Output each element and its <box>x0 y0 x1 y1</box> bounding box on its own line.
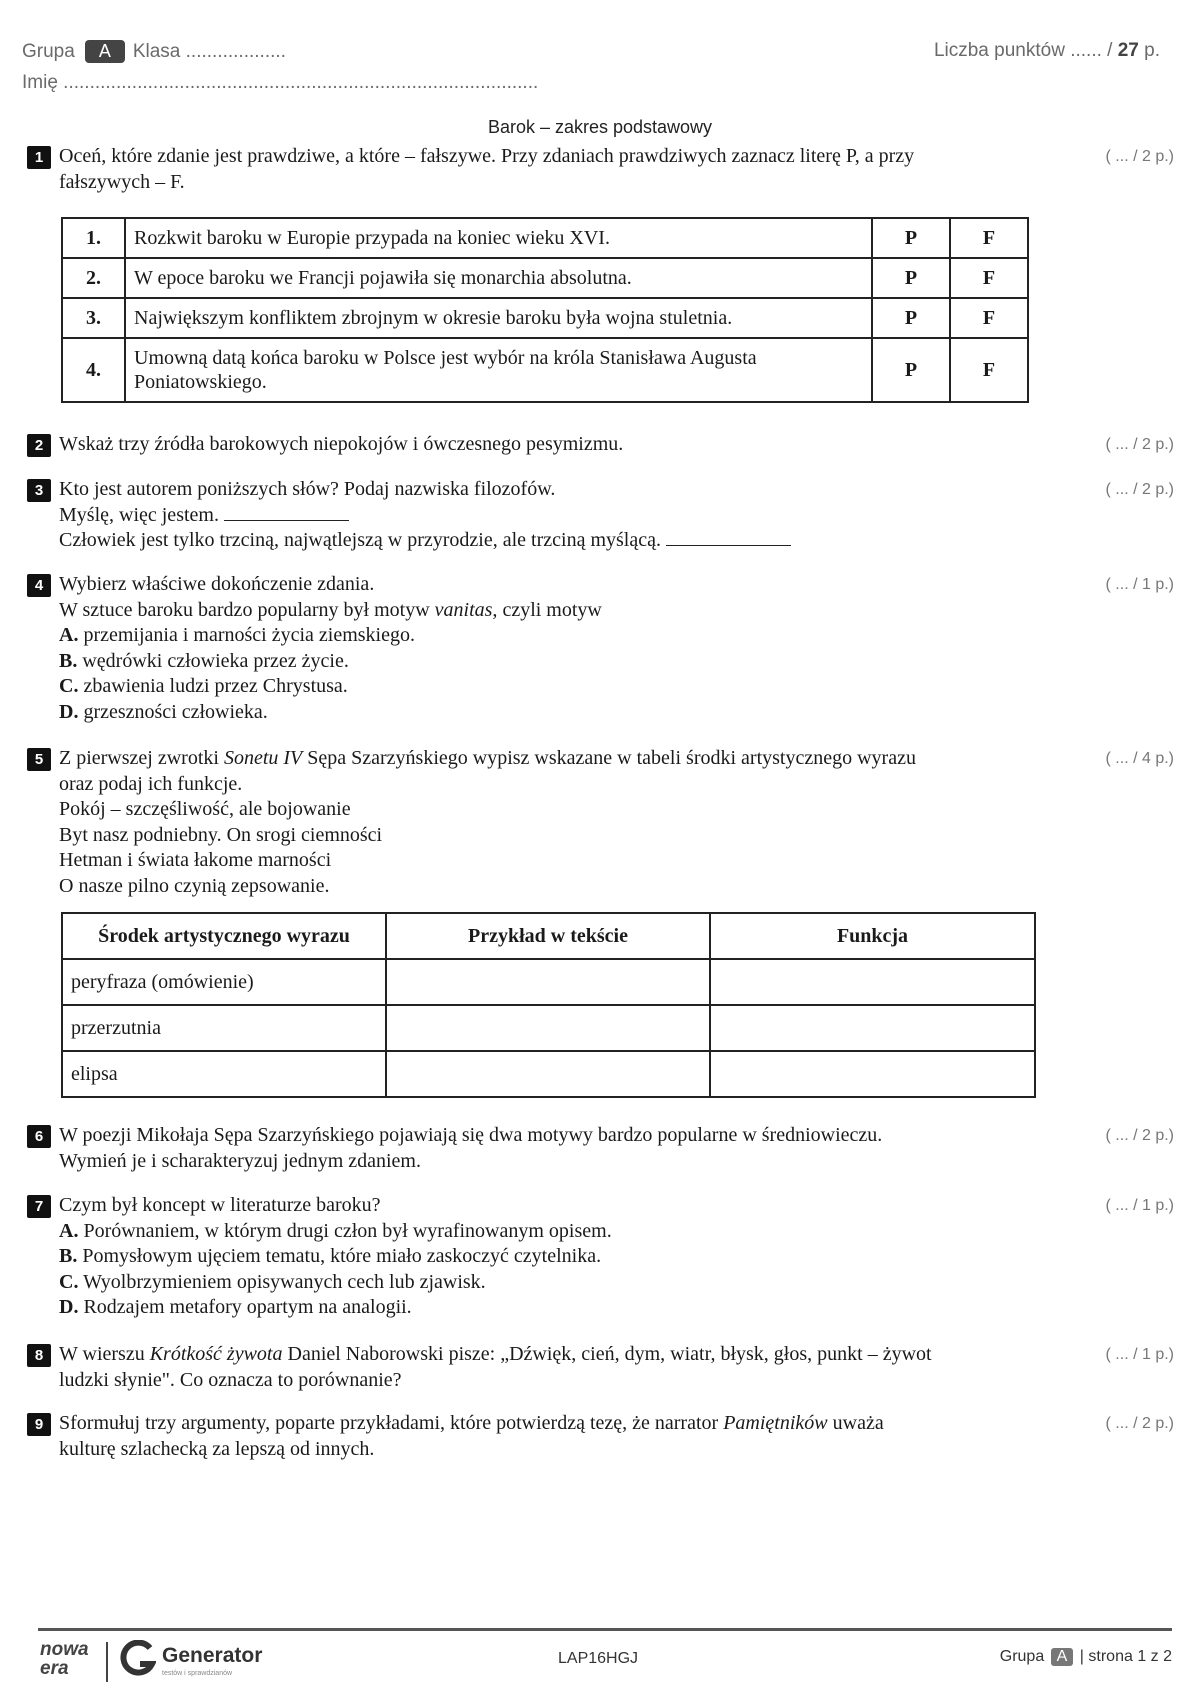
task-points: ( ... / 2 p.) <box>1105 1415 1174 1432</box>
generator-g-icon <box>120 1640 156 1678</box>
intro-part: Z pierwszej zwrotki <box>59 747 224 769</box>
task-4 <box>27 572 1177 725</box>
text-part: W wierszu <box>59 1343 150 1365</box>
answer-true[interactable]: P <box>872 298 950 338</box>
option-d[interactable] <box>59 700 1039 726</box>
task-9 <box>27 1411 1177 1462</box>
logo-text: nowa <box>40 1639 89 1660</box>
task-text: W poezji Mikołaja Sępa Szarzyńskiego pojawiają się dwa motywy bardzo popularne w średniowieczu. <box>59 1124 883 1146</box>
task-sentence <box>59 598 1039 624</box>
row-number: 2. <box>62 258 125 298</box>
points-total <box>934 40 1160 62</box>
devices-table <box>61 912 1036 1098</box>
answer-false[interactable]: F <box>950 298 1028 338</box>
answer-false[interactable]: F <box>950 338 1028 402</box>
option-text: przemijania i marności życia ziemskiego. <box>83 624 415 646</box>
generator-text: Generator <box>162 1644 263 1667</box>
option-text: grzeszności człowieka. <box>83 700 268 723</box>
device-name: przerzutnia <box>62 1005 386 1051</box>
text-part: Daniel Naborowski pisze: „Dźwięk, cień, dym, wiatr, błysk, głos, punkt – żywot <box>282 1343 932 1365</box>
table-row <box>62 1005 1035 1051</box>
option-text: Rodzajem metafory opartym na analogii. <box>83 1296 412 1318</box>
table-header-row <box>62 913 1035 959</box>
task-text: kulturę szlachecką za lepszą od innych. <box>59 1437 375 1460</box>
task-number: 1 <box>27 146 51 169</box>
task-text: Czym był koncept w literaturze baroku? <box>59 1194 381 1216</box>
generator-subtext: testów i sprawdzianów <box>162 1670 233 1677</box>
task-points: ( ... / 1 p.) <box>1105 1197 1174 1214</box>
sentence-part: W sztuce baroku bardzo popularny był motyw <box>59 598 435 621</box>
option-c[interactable] <box>59 674 1039 700</box>
option-letter: D. <box>59 700 79 723</box>
answer-false[interactable]: F <box>950 218 1028 258</box>
answer-true[interactable]: P <box>872 218 950 258</box>
function-cell[interactable] <box>710 1005 1035 1051</box>
option-b[interactable] <box>59 649 1039 675</box>
test-code: LAP16HGJ <box>558 1650 639 1667</box>
task-8 <box>27 1342 1177 1393</box>
statement: Największym konfliktem zbrojnym w okresie baroku była wojna stuletnia. <box>125 298 872 338</box>
option-letter: B. <box>59 1245 78 1267</box>
quote-line <box>59 503 1039 529</box>
intro-part: Sępa Szarzyńskiego wypisz wskazane w tabeli środki artystycznego wyrazu <box>302 747 916 769</box>
task-text: Kto jest autorem poniższych słów? Podaj nazwiska filozofów. <box>59 478 556 500</box>
statement: W epoce baroku we Francji pojawiła się monarchia absolutna. <box>125 258 872 298</box>
page-number: | strona 1 z 2 <box>1079 1648 1172 1665</box>
task-text: ludzki słynie". Co oznacza to porównanie? <box>59 1368 402 1391</box>
group-label: Grupa <box>22 41 75 62</box>
row-number: 1. <box>62 218 125 258</box>
footer-group-badge: A <box>1051 1648 1074 1666</box>
option-d[interactable] <box>59 1295 1039 1321</box>
answer-true[interactable]: P <box>872 258 950 298</box>
task-text: Oceń, które zdanie jest prawdziwe, a które – fałszywe. Przy zdaniach prawdziwych zaznacz literę P, a przy <box>59 145 915 167</box>
text-italic: Krótkość żywota <box>149 1343 283 1365</box>
function-cell[interactable] <box>710 1051 1035 1097</box>
option-text: Porównaniem, w którym drugi człon był wyrafinowanym opisem. <box>83 1219 612 1242</box>
row-number: 3. <box>62 298 125 338</box>
option-letter: C. <box>59 1270 79 1293</box>
option-letter: A. <box>59 624 79 646</box>
poem-line: O nasze pilno czynią zepsowanie. <box>59 874 330 897</box>
statement: Umowną datą końca baroku w Polsce jest wybór na króla Stanisława Augusta Poniatowskiego. <box>125 338 872 402</box>
option-text: Pomysłowym ujęciem tematu, które miało zaskoczyć czytelnika. <box>82 1245 602 1267</box>
device-name: elipsa <box>62 1051 386 1097</box>
column-header: Przykład w tekście <box>386 913 710 959</box>
task-number: 5 <box>27 748 51 771</box>
answer-true[interactable]: P <box>872 338 950 402</box>
example-cell[interactable] <box>386 1051 710 1097</box>
true-false-table <box>61 217 1029 403</box>
task-text <box>59 746 1039 772</box>
points-max: 27 <box>1117 40 1139 61</box>
option-letter: D. <box>59 1296 79 1318</box>
quote-text: Myślę, więc jestem. <box>59 503 219 526</box>
task-5 <box>27 746 1177 899</box>
poem-line: Byt nasz podniebny. On srogi ciemności <box>59 823 383 846</box>
poem-line: Hetman i świata łakome marności <box>59 849 332 871</box>
points-label: Liczba punktów ...... / <box>933 40 1113 61</box>
test-title: Barok – zakres podstawowy <box>487 117 713 137</box>
task-6 <box>27 1123 1177 1174</box>
task-number: 7 <box>27 1195 51 1218</box>
example-cell[interactable] <box>386 1005 710 1051</box>
table-row <box>62 218 1028 258</box>
poem-line: Pokój – szczęśliwość, ale bojowanie <box>59 798 351 820</box>
column-header: Funkcja <box>710 913 1035 959</box>
table-row <box>62 298 1028 338</box>
task-points: ( ... / 2 p.) <box>1105 1127 1174 1144</box>
task-number: 4 <box>27 574 51 597</box>
function-cell[interactable] <box>710 959 1035 1005</box>
option-text: wędrówki człowieka przez życie. <box>82 649 349 672</box>
table-row <box>62 258 1028 298</box>
table-row <box>62 959 1035 1005</box>
name-field[interactable]: Imię .......................................................................................... <box>22 72 539 93</box>
text-part: Sformułuj trzy argumenty, poparte przykładami, które potwierdzą tezę, że narrator <box>59 1412 724 1434</box>
task-points: ( ... / 2 p.) <box>1105 148 1174 165</box>
logo-separator <box>106 1642 108 1682</box>
task-points: ( ... / 1 p.) <box>1105 1346 1174 1363</box>
answer-blank[interactable] <box>666 529 791 546</box>
task-text: oraz podaj ich funkcje. <box>59 772 243 795</box>
logo-text: era <box>40 1658 69 1679</box>
statement: Rozkwit baroku w Europie przypada na koniec wieku XVI. <box>125 218 872 258</box>
sentence-italic: vanitas, <box>434 598 498 621</box>
task-text <box>59 1411 1039 1437</box>
task-number: 8 <box>27 1344 51 1367</box>
option-letter: A. <box>59 1219 79 1242</box>
task-points: ( ... / 2 p.) <box>1105 436 1174 453</box>
task-7 <box>27 1193 1177 1321</box>
option-a[interactable] <box>59 1219 1039 1245</box>
nowa-era-logo <box>40 1640 89 1678</box>
example-cell[interactable] <box>386 959 710 1005</box>
answer-blank[interactable] <box>224 504 349 521</box>
option-c[interactable] <box>59 1270 1039 1296</box>
option-letter: B. <box>59 649 78 672</box>
option-a[interactable] <box>59 623 1039 649</box>
task-3 <box>27 477 1177 554</box>
row-number: 4. <box>62 338 125 402</box>
task-number: 2 <box>27 434 51 457</box>
header-row-group <box>22 40 286 63</box>
task-number: 9 <box>27 1413 51 1436</box>
task-text: Wybierz właściwe dokończenie zdania. <box>59 573 375 595</box>
task-text: fałszywych – F. <box>59 170 185 193</box>
task-number: 6 <box>27 1125 51 1148</box>
class-field[interactable]: Klasa ................... <box>132 41 286 62</box>
table-row <box>62 338 1028 402</box>
option-letter: C. <box>59 675 79 697</box>
quote-line <box>59 528 1039 554</box>
footer-divider <box>38 1628 1172 1631</box>
group-badge: A <box>85 40 125 63</box>
task-2 <box>27 432 1177 458</box>
option-b[interactable] <box>59 1244 1039 1270</box>
answer-false[interactable]: F <box>950 258 1028 298</box>
task-text: Wymień je i scharakteryzuj jednym zdaniem. <box>59 1149 421 1172</box>
sentence-part: czyli motyw <box>497 598 602 621</box>
page-indicator <box>1000 1648 1172 1666</box>
footer-group-label: Grupa <box>999 1648 1045 1665</box>
text-italic: Pamiętników <box>723 1412 828 1434</box>
task-points: ( ... / 4 p.) <box>1105 750 1174 767</box>
option-text: zbawienia ludzi przez Chrystusa. <box>83 675 348 697</box>
quote-text: Człowiek jest tylko trzciną, najwątlejszą w przyrodzie, ale trzciną myślącą. <box>59 529 661 551</box>
points-suffix: p. <box>1144 40 1160 61</box>
task-points: ( ... / 2 p.) <box>1105 481 1174 498</box>
task-1 <box>27 144 1177 195</box>
device-name: peryfraza (omówienie) <box>62 959 386 1005</box>
option-text: Wyolbrzymieniem opisywanych cech lub zjawisk. <box>83 1270 486 1293</box>
task-text: Wskaż trzy źródła barokowych niepokojów i ówczesnego pesymizmu. <box>59 433 624 455</box>
task-points: ( ... / 1 p.) <box>1105 576 1174 593</box>
text-part: uważa <box>827 1412 884 1434</box>
column-header: Środek artystycznego wyrazu <box>62 913 386 959</box>
task-text <box>59 1342 1039 1368</box>
table-row <box>62 1051 1035 1097</box>
intro-italic: Sonetu IV <box>223 747 303 769</box>
task-number: 3 <box>27 479 51 502</box>
